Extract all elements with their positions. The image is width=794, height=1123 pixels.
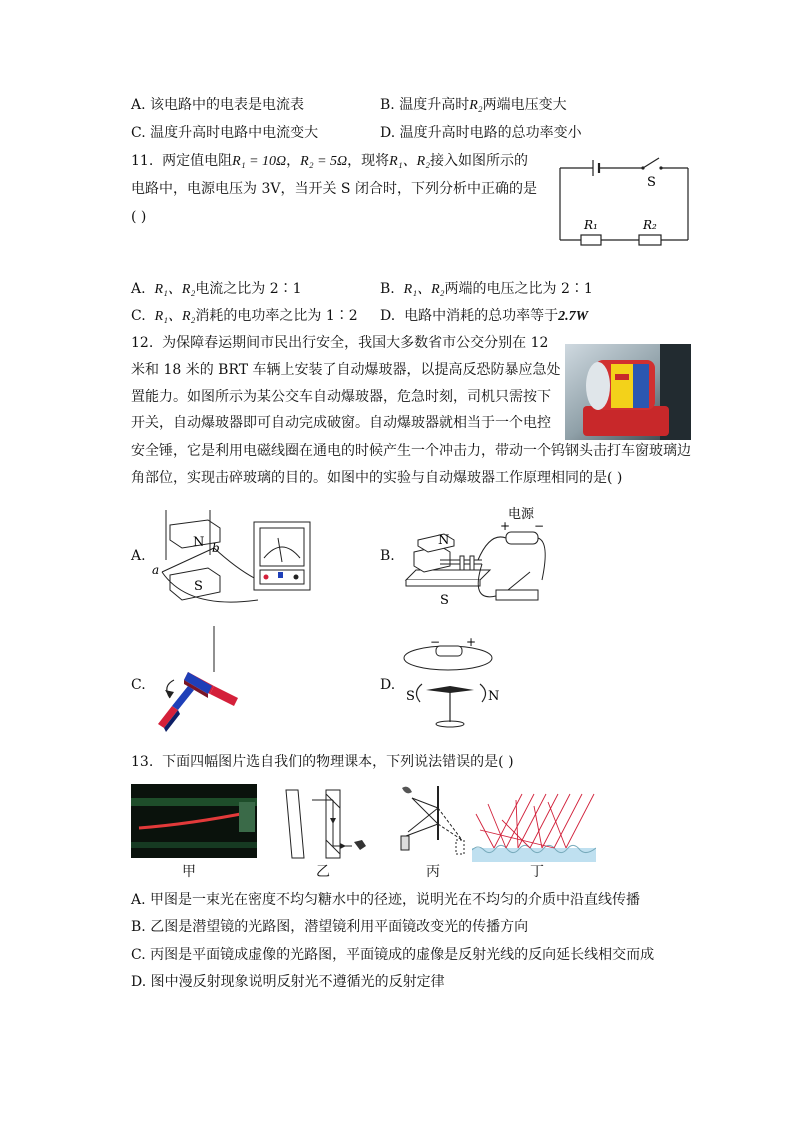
q12-line-4: 开关，自动爆玻器即可自动完成破窗。自动爆玻器就相当于一个电控 — [131, 415, 551, 431]
q13-option-c: C. 丙图是平面镜成虚像的光路图，平面镜成的虚像是反射光线的反向延长线相交而成 — [131, 947, 655, 963]
q11-option-d-value: 2.7W — [558, 309, 589, 324]
fig-d-plus: + — [466, 635, 477, 649]
q12-fig-d-letter: D. — [380, 677, 396, 693]
q10-option-b — [380, 95, 567, 116]
q11-option-b — [380, 279, 593, 300]
q13-option-a: A. 甲图是一束光在密度不均匀糖水中的径迹，说明光在不均匀的介质中沿直线传播 — [131, 892, 641, 908]
r1-label: R₁ — [584, 218, 598, 232]
q11-line1-post: 接入如图所示的 — [430, 153, 529, 169]
caption-bing: 丙 — [426, 864, 440, 880]
switch-blade — [643, 158, 659, 168]
q11-option-d — [380, 306, 588, 327]
q11-line1-mid: ，现将 — [347, 153, 390, 169]
q13-number: 13. — [131, 754, 154, 770]
q12-fig-c-magnets — [148, 622, 248, 740]
q12-fig-b-letter: B. — [380, 548, 395, 564]
q11-option-b-text: 两端的电压之比为 2∶1 — [444, 281, 593, 297]
q11-option-c — [131, 306, 358, 327]
q12-text-1: 为保障春运期间市民出行安全，我国大多数省市公交分别在 12 — [162, 335, 549, 351]
q12-line-3: 置能力。如图所示为某公交车自动爆玻器，危急时刻，司机只需按下 — [131, 389, 551, 405]
figure-jia-sugar-water — [131, 784, 257, 858]
fig-a-n: N — [193, 535, 205, 550]
q11-option-d-text: 电路中消耗的总功率等于 — [404, 308, 559, 324]
q10-option-d: D. 温度升高时电路的总功率变小 — [380, 125, 582, 141]
q11-option-d-letter: D. — [380, 308, 396, 324]
q12-line-2: 米和 18 米的 BRT 车辆上安装了自动爆玻器，以提高反恐防暴应急处 — [131, 362, 561, 378]
q12-fig-a-generator — [148, 510, 318, 612]
fig-a-b: b — [212, 541, 220, 555]
r2-label: R₂ — [643, 218, 657, 232]
q10-option-c: C. 温度升高时电路中电流变大 — [131, 125, 319, 141]
fig-b-n: N — [438, 533, 450, 548]
fig-b-plus: + — [500, 519, 511, 533]
figure-bing-plane-mirror — [392, 778, 476, 862]
caption-ding: 丁 — [530, 864, 544, 880]
q12-fig-a-letter: A. — [131, 548, 146, 564]
fig-a-s: S — [194, 579, 203, 594]
fig-d-n: N — [488, 689, 500, 704]
q11-circuit-diagram — [555, 150, 695, 250]
q12-fig-d-oersted — [400, 630, 500, 732]
q11-r1-expr: R₁ = 10Ω — [232, 154, 287, 169]
q13-option-d: D. 图中漫反射现象说明反射光不遵循光的反射定律 — [131, 974, 445, 990]
q12-line-5: 安全锤，它是利用电磁线圈在通电的时候产生一个冲击力，带动一个钨钢头击打车窗玻璃边 — [131, 443, 691, 459]
q11-line-2: 电路中，电源电压为 3V，当开关 S 闭合时，下列分析中正确的是 — [131, 181, 537, 197]
q11-r2-expr: R₂ = 5Ω — [300, 154, 348, 169]
q11-option-a-var: R₁、R₂ — [154, 282, 196, 297]
resistor-r2 — [639, 235, 661, 245]
q11-option-b-var: R₁、R₂ — [403, 282, 445, 297]
q13-stem: 下面四幅图片选自我们的物理课本，下列说法错误的是( ) — [162, 754, 514, 770]
q11-option-c-letter: C. — [131, 308, 146, 324]
q12-line-1 — [131, 333, 548, 353]
q11-option-a-text: 电流之比为 2∶1 — [195, 281, 302, 297]
q10-option-b-var: R₂ — [469, 98, 483, 113]
q12-fig-b-motor — [400, 502, 560, 608]
caption-jia: 甲 — [182, 864, 196, 880]
q13-option-b: B. 乙图是潜望镜的光路图，潜望镜利用平面镜改变光的传播方向 — [131, 919, 529, 935]
figure-yi-periscope — [282, 784, 382, 862]
resistor-r1 — [581, 235, 601, 245]
q11-option-a — [131, 279, 302, 300]
fig-b-minus: − — [534, 519, 545, 533]
q11-number: 11. — [131, 153, 154, 169]
window-breaker-photo — [565, 344, 691, 440]
q11-option-a-letter: A. — [131, 281, 146, 297]
q11-r-pair: R₁、R₂ — [389, 154, 431, 169]
fig-d-minus: − — [430, 635, 441, 649]
q12-line-6: 角部位，实现击碎玻璃的目的。如图中的实验与自动爆玻器工作原理相同的是( ) — [131, 470, 623, 486]
q13-stem-line — [131, 752, 514, 772]
q12-number: 12. — [131, 335, 154, 351]
fig-d-s: S — [406, 689, 415, 704]
figure-ding-diffuse-reflection — [472, 790, 596, 862]
q11-option-c-var: R₁、R₂ — [154, 309, 196, 324]
fig-a-a: a — [152, 563, 160, 577]
caption-yi: 乙 — [316, 864, 330, 880]
q11-line-3: ( ) — [131, 209, 147, 225]
q10-option-a: A. 该电路中的电表是电流表 — [131, 97, 305, 113]
switch-label: S — [647, 175, 656, 190]
fig-b-power: 电源 — [508, 507, 535, 522]
fig-b-s: S — [440, 593, 449, 608]
q10-option-b-post: 两端电压变大 — [482, 97, 567, 113]
q11-line-1: 11. 两定值电阻R₁ = 10Ω，R₂ = 5Ω，现将R₁、R₂接入如图所示的 — [131, 153, 529, 169]
q11-option-c-text: 消耗的电功率之比为 1∶2 — [195, 308, 358, 324]
q11-option-b-letter: B. — [380, 281, 395, 297]
q12-fig-c-letter: C. — [131, 677, 146, 693]
q10-option-b-pre: B. 温度升高时 — [380, 97, 470, 113]
q11-line1-pre: 两定值电阻 — [162, 153, 233, 169]
